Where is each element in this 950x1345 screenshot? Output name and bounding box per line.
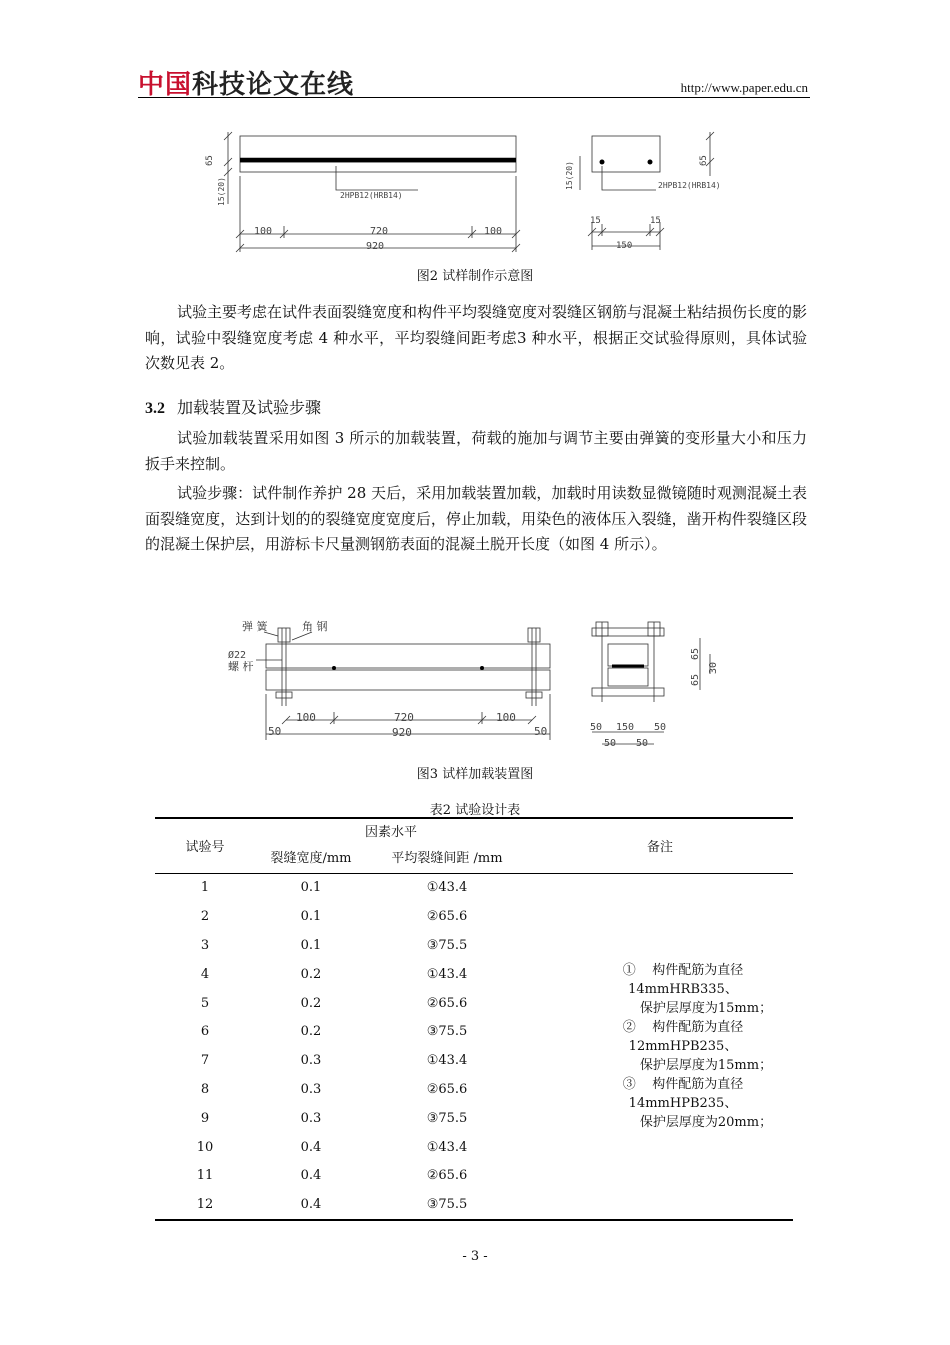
header-trial: 试验号 — [185, 840, 225, 856]
table-row: 12 0.4 ③75.5 — [196, 1197, 468, 1213]
rebar-label-section: 2HPB12(HRB14) — [658, 181, 721, 190]
note-3: ③ 构件配筋为直径14mmHPB235、 保护层厚度为20mm； — [622, 1076, 773, 1130]
f3-dim-720: 720 — [394, 711, 414, 724]
beam-side-outline — [240, 136, 516, 172]
header-factor: 因素水平 — [364, 824, 417, 840]
dim-150: 150 — [616, 241, 633, 251]
table-row: 3 0.1 ③75.5 — [200, 937, 468, 953]
table-row: 2 0.1 ②65.6 — [200, 909, 468, 925]
figure-2-caption: 图2 试样制作示意图 — [416, 269, 534, 284]
header-note: 备注 — [646, 840, 673, 856]
table-row: 11 0.4 ②65.6 — [196, 1168, 468, 1184]
loading-beam-lower — [266, 670, 550, 690]
table-2 — [155, 817, 793, 1221]
dim-15-20-right: 15(20) — [565, 161, 574, 190]
notes-cell — [527, 874, 793, 1221]
dim-720: 720 — [370, 226, 389, 237]
table-row: 10 0.4 ①43.4 — [196, 1139, 468, 1155]
paragraph-1 — [145, 300, 807, 377]
rebar-dot-left — [600, 160, 605, 165]
header-width: 裂缝宽度/mm — [270, 851, 352, 867]
figure-2-diagram — [200, 126, 760, 258]
label-bolt: 螺 杆 — [228, 660, 254, 673]
figure-3-diagram — [226, 614, 726, 750]
table-row: 6 0.2 ③75.5 — [200, 1024, 468, 1040]
paragraph-3 — [145, 481, 807, 558]
label-spring: 弹 簧 — [242, 620, 268, 633]
rebar-dot-right — [648, 160, 653, 165]
dim-920: 920 — [366, 241, 385, 252]
section-number: 3.2 — [145, 400, 165, 417]
spring-left — [278, 628, 290, 642]
rebar-leader — [336, 166, 418, 190]
paragraph-2 — [145, 426, 807, 477]
f3-dim-50-b: 50 — [654, 722, 667, 733]
note-2: ② 构件配筋为直径12mmHPB235、 保护层厚度为15mm； — [622, 1019, 773, 1073]
f3-dim-100-left: 100 — [296, 711, 316, 724]
table-row: 1 0.1 ①43.4 ① 构件配筋为直径14mmHRB335、 保护层厚度为15mm； ② 构件配筋为直径12mmHPB235、 保护层厚度为15mm； ③ 构件配筋为直径14mmHPB235、 保护层厚度为20mm； — [155, 874, 793, 903]
paragraph-1-text: 试验主要考虑在试件表面裂缝宽度和构件平均裂缝宽度对裂缝区钢筋与混凝土粘结损伤长度的影响，试验中裂缝宽度考虑 4 种水平，平均裂缝间距考虑3 种水平，根据正交试验得原则，具体试验次数见表 2。 — [145, 303, 808, 372]
f3-dim-50-left: 50 — [268, 725, 282, 738]
dim-100-left: 100 — [254, 226, 273, 237]
rebar-label-side: 2HPB12(HRB14) — [340, 191, 403, 200]
label-angle: 角 钢 — [302, 620, 328, 633]
figure-3-caption: 图3 试样加载装置图 — [416, 767, 534, 782]
f3-dim-30: 30 — [708, 661, 719, 674]
section-heading — [145, 395, 321, 418]
label-phi22: Ø22 — [228, 650, 247, 661]
table-row: 5 0.2 ②65.6 — [200, 995, 468, 1011]
journal-logo — [138, 64, 354, 101]
table-row: 4 0.2 ①43.4 — [200, 966, 468, 982]
dim-15-a: 15 — [590, 216, 601, 226]
f3-dim-50-right: 50 — [534, 725, 548, 738]
paragraph-3-text: 试验步骤：试件制作养护 28 天后，采用加载装置加载，加载时用读数显微镜随时观测混凝土表面裂缝宽度，达到计划的的裂缝宽度宽度后，停止加载，用染色的液体压入裂缝，凿开构件裂缝区段的混凝土保护层，用游标卡尺量测钢筋表面的混凝土脱开长度（如图 4 所示）。 — [145, 484, 807, 553]
f3-dim-50-d: 50 — [636, 738, 649, 749]
dim-65-right: 65 — [699, 155, 709, 166]
header-url[interactable]: http://www.paper.edu.cn — [680, 80, 808, 95]
header-divider — [138, 97, 810, 98]
dim-100-right: 100 — [484, 226, 503, 237]
logo-part1: 中国 — [138, 70, 193, 100]
loading-beam-upper — [266, 644, 550, 668]
f3-dim-65-b: 65 — [690, 673, 701, 686]
section-title: 加载装置及试验步骤 — [177, 398, 322, 417]
table-row: 8 0.3 ②65.6 — [200, 1081, 468, 1097]
table-row: 7 0.3 ①43.4 — [200, 1053, 468, 1069]
dim-15-b: 15 — [650, 216, 661, 226]
f3-dim-65-a: 65 — [690, 647, 701, 660]
dim-65-left: 65 — [205, 155, 215, 166]
f3-dim-50-a: 50 — [590, 722, 603, 733]
rebar-leader-section — [602, 166, 656, 190]
paragraph-2-text: 试验加载装置采用如图 3 所示的加载装置，荷载的施加与调节主要由弹簧的变形量大小和压力扳手来控制。 — [145, 429, 807, 473]
f3-dim-920: 920 — [392, 726, 412, 739]
f3-dim-50-c: 50 — [604, 738, 617, 749]
note-1: ① 构件配筋为直径14mmHRB335、 保护层厚度为15mm； — [622, 962, 773, 1016]
table-row: 9 0.3 ③75.5 — [200, 1110, 468, 1126]
dim-15-20-left: 15(20) — [217, 177, 226, 206]
f3-dim-100-right: 100 — [496, 711, 516, 724]
page-number: - 3 - — [462, 1249, 488, 1264]
header-spacing: 平均裂缝间距 /mm — [391, 851, 503, 867]
logo-part2: 科技论文在线 — [192, 70, 355, 100]
spring-right — [528, 628, 540, 642]
table-2-title: 表2 试验设计表 — [429, 803, 521, 818]
f3-dim-150: 150 — [616, 722, 635, 733]
